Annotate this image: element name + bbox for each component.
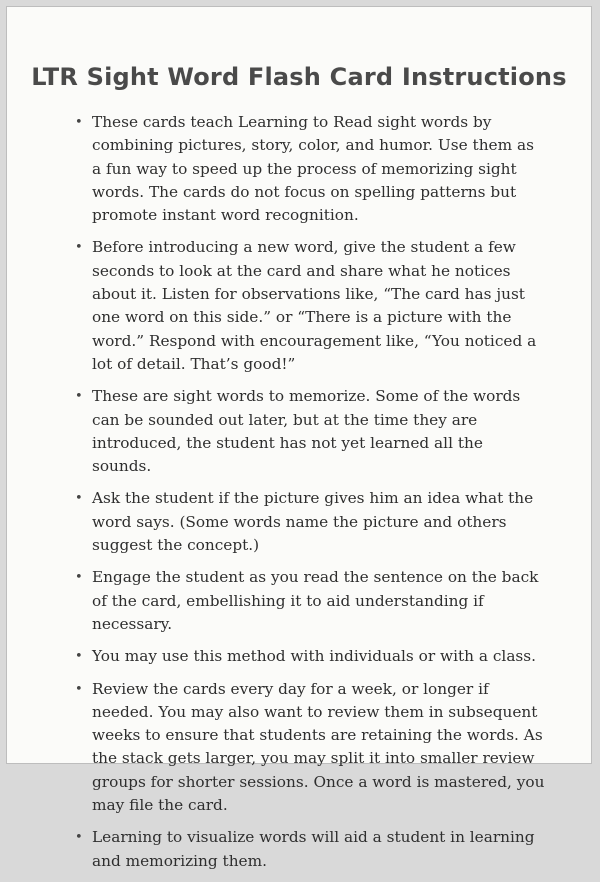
list-item-text: Learning to visualize words will aid a student in learning and memorizing them. <box>92 828 535 870</box>
list-item <box>75 826 545 873</box>
bullet-icon: • <box>75 570 83 586</box>
list-item <box>75 566 545 636</box>
list-item-text: Before introducing a new word, give the student a few seconds to look at the card and share what he notices about it. Listen for observations like, “The card has just one word on this side.” or “There is a picture with the word.” Respond with encouragement like, “You noticed a lot of detail. That’s good!” <box>92 238 537 373</box>
list-item-text: Engage the student as you read the sentence on the back of the card, embellishing it to aid understanding if necessary. <box>92 568 539 633</box>
list-item-text: You may use this method with individuals or with a class. <box>92 647 536 666</box>
list-item-text: Review the cards every day for a week, or longer if needed. You may also want to review them in subsequent weeks to ensure that students are retaining the words. As the stack gets larger, you may split it into smaller review groups for shorter sessions. Once a word is mastered, you may file the card. <box>92 679 545 815</box>
list-item <box>75 487 545 557</box>
page-title: LTR Sight Word Flash Card Instructions <box>31 63 567 91</box>
list-item-text: These cards teach Learning to Read sight words by combining pictures, story, color, and humor. Use them as a fun way to speed up the process of memorizing sight words. The cards do not focus on spelling patterns but promote instant word recognition. <box>92 113 534 225</box>
bullet-icon: • <box>75 491 83 507</box>
list-item <box>75 678 545 818</box>
bullet-icon: • <box>75 240 83 256</box>
list-item-text: Ask the student if the picture gives him an idea what the word says. (Some words name the picture and others suggest the concept.) <box>92 489 534 555</box>
bullet-icon: • <box>75 389 83 405</box>
instruction-list <box>75 111 545 882</box>
bullet-icon: • <box>75 681 83 697</box>
instruction-sheet <box>6 6 592 870</box>
list-item-text: These are sight words to memorize. Some of the words can be sounded out later, but at the time they are introduced, the student has not yet learned all the sounds. <box>92 387 521 476</box>
bullet-icon: • <box>75 115 83 130</box>
bullet-icon: • <box>75 649 83 665</box>
list-item <box>75 236 545 376</box>
list-item <box>75 385 545 478</box>
list-item <box>75 111 545 227</box>
bullet-icon: • <box>75 830 83 846</box>
list-item <box>75 645 545 668</box>
